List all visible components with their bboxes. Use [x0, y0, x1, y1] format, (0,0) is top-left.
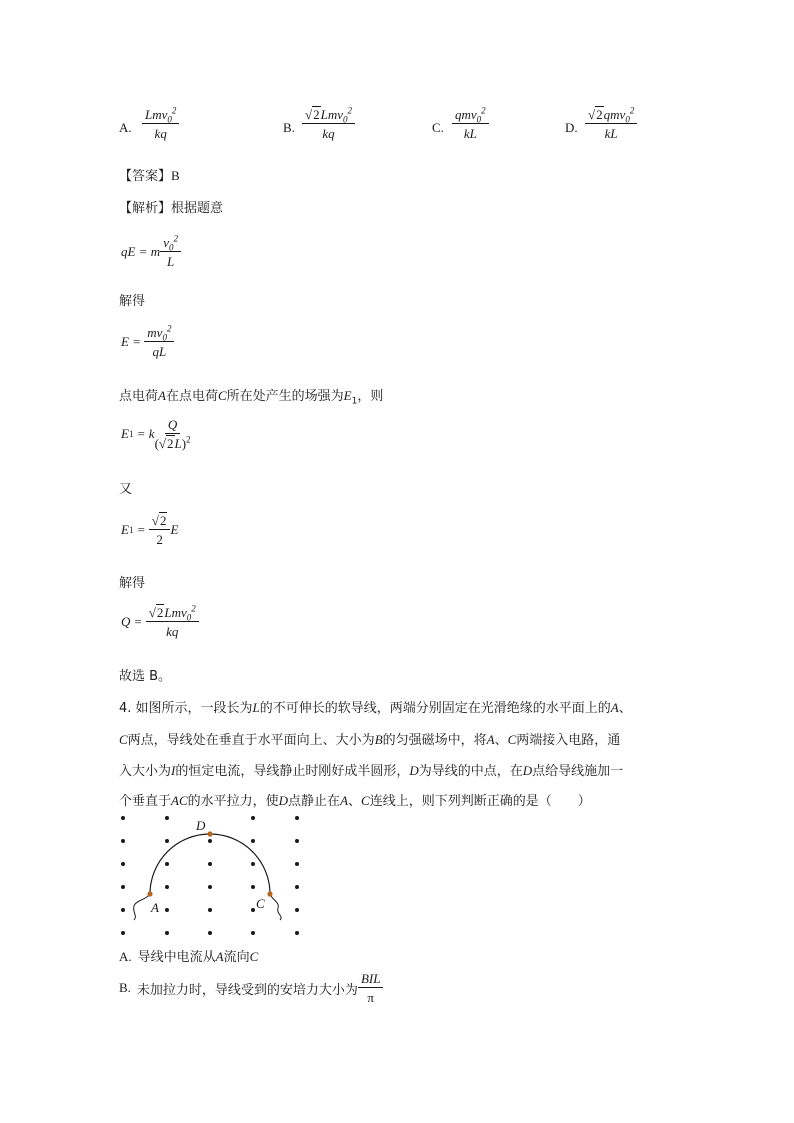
q4-symbol: A	[215, 949, 224, 964]
figure-label-c: C	[256, 896, 265, 911]
q4-symbol: B	[374, 732, 383, 747]
answer-value: B	[171, 168, 180, 183]
q4-line-1	[119, 697, 679, 716]
q4-text: 的水平拉力，使	[187, 794, 279, 809]
q4-symbol: A	[610, 700, 619, 715]
q4-symbol: D	[522, 763, 533, 778]
magnetic-field-figure	[112, 812, 312, 944]
equation-e1-coulomb: E 1 = k $\frac{Q}{(√2L)^2}$	[121, 417, 191, 451]
option-b-formula: $\frac{√2Lmv_0^2}{kq}$	[302, 108, 355, 140]
equation-e: E = $\frac{mv_0^2}{qL}$	[121, 326, 174, 358]
q4-text: 点给导线施加一	[532, 764, 624, 779]
field-text-4: ，则	[357, 389, 384, 404]
q4-line-3	[119, 760, 623, 779]
point-c-marker	[267, 891, 272, 896]
q4-symbol: I	[171, 763, 176, 778]
answer-line	[119, 165, 180, 184]
q4-text: 流向	[223, 950, 250, 965]
field-sentence	[119, 385, 384, 407]
option-a-formula: $\frac{Lmv_0^2}{kq}$	[142, 108, 179, 140]
field-text-3: 所在处产生的场强为	[226, 389, 344, 404]
q4-text: 导线中电流从	[137, 950, 216, 965]
q4-symbol: C	[249, 949, 259, 964]
field-point-c: C	[217, 388, 227, 403]
q4-symbol: C	[507, 732, 517, 747]
figure-label-d: D	[196, 818, 206, 833]
equation-qe: qE = m $\frac{v_0^2}{L}$	[121, 236, 181, 268]
q4-text: 个垂直于	[119, 794, 172, 809]
q4-text: 为导线的中点，在	[418, 764, 523, 779]
analysis-tag: 【解析】	[119, 201, 172, 216]
equation-q: Q = $\frac{√2Lmv_0^2}{kq}$	[121, 606, 199, 638]
q4-option-a-label: A.	[119, 949, 132, 964]
q4-symbol: AC	[171, 793, 188, 808]
q4-text: 两点，导线处在垂直于水平面向上、大小为	[127, 733, 375, 748]
q4-text: 、	[618, 701, 632, 716]
solve-text-2: 解得	[119, 576, 146, 591]
option-c-formula: $\frac{qmv_0^2}{kL}$	[452, 108, 489, 140]
q4-symbol: D	[278, 793, 289, 808]
option-d-label: D.	[565, 120, 578, 135]
q4-line-2	[119, 729, 620, 748]
solve-text-1: 解得	[119, 294, 146, 309]
q4-text: 入大小为	[119, 764, 172, 779]
q4-text: 、	[348, 794, 362, 809]
q4-symbol: C	[119, 732, 128, 747]
q4-option-b-fraction	[358, 972, 384, 1004]
fraction-numerator: BIL	[358, 972, 384, 988]
q4-text: 的恒定电流，导线静止时刚好成半圆形，	[175, 764, 410, 779]
point-d-marker	[207, 831, 212, 836]
conclusion-text: 故选 B。	[119, 669, 172, 684]
q4-text: 点静止在	[288, 794, 341, 809]
answer-tag: 【答案】	[119, 169, 172, 184]
q4-symbol: A	[340, 793, 349, 808]
q4-text: 的不可伸长的软导线，两端分别固定在光滑绝缘的水平面上的	[259, 701, 611, 716]
field-symbol-e: E	[343, 388, 352, 403]
q4-symbol: L	[252, 700, 260, 715]
option-c-label: C.	[432, 120, 444, 135]
option-a-label: A.	[119, 120, 132, 135]
field-text-2: 在点电荷	[165, 389, 218, 404]
q4-symbol: D	[409, 763, 419, 778]
equation-e1-ratio: E 1 = $\frac{√2}{2}$ E	[121, 513, 179, 547]
figure-label-a: A	[151, 900, 159, 915]
analysis-line	[119, 197, 223, 216]
option-d-formula: $\frac{√2qmv_0^2}{kL}$	[585, 108, 637, 140]
q4-text: 的匀强磁场中，将	[382, 733, 487, 748]
lead-wire-a	[134, 894, 150, 920]
q4-text: 连线上，则下列判断正确的是（ ）	[369, 794, 591, 809]
q4-text: 两端接入电路，通	[516, 733, 621, 748]
option-b-label: B.	[283, 120, 295, 135]
q4-text: 未加拉力时，导线受到的安培力大小为	[136, 982, 358, 998]
q4-option-a	[119, 946, 258, 965]
field-point-a: A	[158, 388, 166, 403]
q4-text: 、	[494, 733, 508, 748]
also-text: 又	[119, 482, 133, 497]
field-text-1: 点电荷	[119, 389, 159, 404]
field-symbol-sub: 1	[351, 396, 358, 407]
q4-option-b-label: B.	[119, 980, 131, 995]
fraction-denominator: π	[367, 990, 374, 1005]
q4-text: 4. 如图所示，一段长为	[119, 701, 253, 716]
analysis-text: 根据题意	[171, 201, 224, 216]
q4-symbol: A	[486, 732, 495, 747]
q4-symbol: C	[361, 793, 370, 808]
point-a-marker	[147, 891, 152, 896]
lead-wire-c	[270, 894, 281, 920]
q4-option-b	[119, 972, 383, 1004]
q4-line-4	[119, 790, 591, 809]
